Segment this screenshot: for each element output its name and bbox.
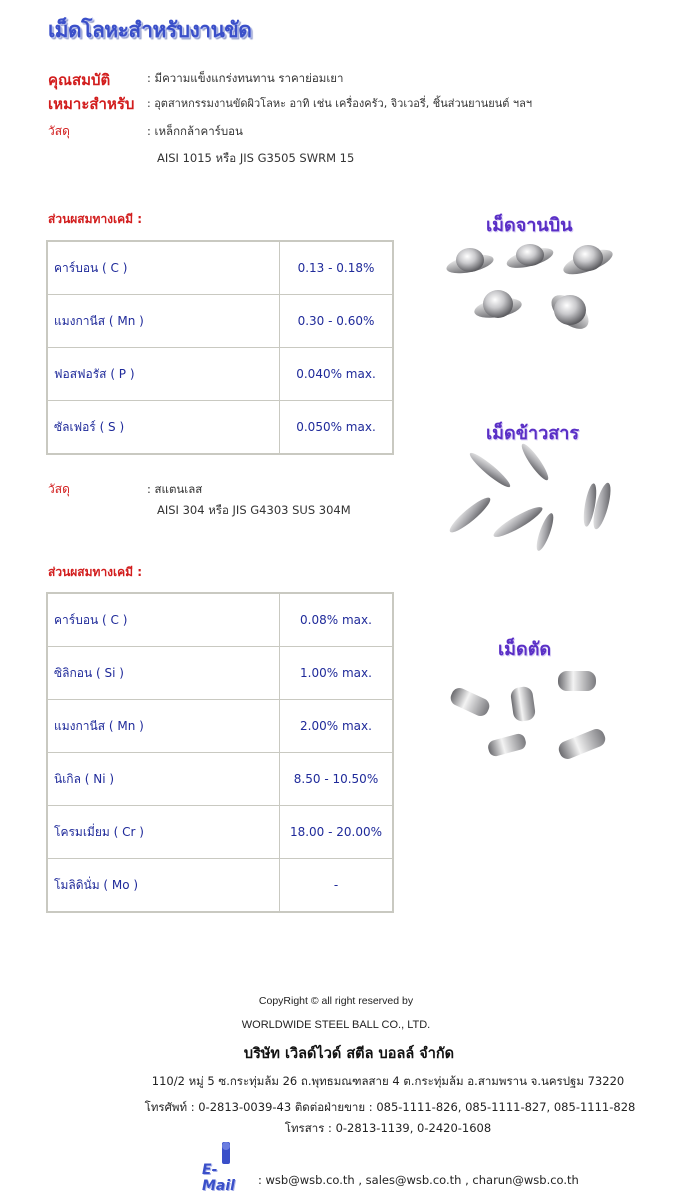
- element-name: คาร์บอน ( C ): [47, 593, 280, 647]
- table-row: [47, 401, 393, 455]
- table-row: [47, 859, 393, 913]
- email-separator: ,: [461, 1173, 473, 1187]
- element-value: 0.08% max.: [280, 593, 394, 647]
- quality-label: คุณสมบัติ: [48, 71, 111, 89]
- saucer-shot-label: เม็ดจานบิน: [486, 215, 573, 236]
- table-row: [47, 241, 393, 295]
- table-row: [47, 806, 393, 859]
- material-spec: AISI 1015 หรือ JIS G3505 SWRM 15: [157, 151, 355, 165]
- element-value: 0.30 - 0.60%: [280, 295, 394, 348]
- element-name: โครมเมี่ยม ( Cr ): [47, 806, 280, 859]
- saucer-shot-image: [440, 236, 640, 341]
- email-link[interactable]: charun@wsb.co.th: [472, 1173, 579, 1187]
- email-prefix: :: [258, 1173, 262, 1187]
- quality-text: : มีความแข็งแกร่งทนทาน ราคาย่อมเยา: [147, 71, 344, 85]
- element-name: ซัลเฟอร์ ( S ): [47, 401, 280, 455]
- cut-shot-image: [440, 665, 630, 780]
- element-name: คาร์บอน ( C ): [47, 241, 280, 295]
- chem1-table: [46, 240, 394, 455]
- material2-text: : สแตนเลส: [147, 482, 203, 496]
- footer-company-en: WORLDWIDE STEEL BALL CO., LTD.: [241, 1019, 431, 1031]
- page-title: เม็ดโลหะสำหรับงานขัด: [48, 18, 252, 42]
- element-name: โมลิดินั่ม ( Mo ): [47, 859, 280, 913]
- element-name: ซิลิกอน ( Si ): [47, 647, 280, 700]
- table-row: [47, 593, 393, 647]
- suitable-label: เหมาะสำหรับ: [48, 95, 135, 113]
- email-link[interactable]: wsb@wsb.co.th: [265, 1173, 355, 1187]
- table-row: [47, 295, 393, 348]
- email-logo-text: E-Mail: [202, 1162, 235, 1194]
- element-value: 2.00% max.: [280, 700, 394, 753]
- element-name: ฟอสฟอรัส ( P ): [47, 348, 280, 401]
- cut-shot-label: เม็ดตัด: [498, 639, 552, 660]
- element-value: 0.050% max.: [280, 401, 394, 455]
- rice-shot-label: เม็ดข้าวสาร: [486, 423, 579, 444]
- table-row: [47, 348, 393, 401]
- chem2-table: [46, 592, 394, 913]
- element-value: 1.00% max.: [280, 647, 394, 700]
- email-link[interactable]: sales@wsb.co.th: [365, 1173, 462, 1187]
- rice-shot-image: [440, 440, 640, 565]
- chem2-heading: ส่วนผสมทางเคมี :: [48, 565, 143, 579]
- element-value: 0.13 - 0.18%: [280, 241, 394, 295]
- material-label: วัสดุ: [48, 124, 70, 138]
- footer-address: 110/2 หมู่ 5 ซ.กระทุ่มล้ม 26 ถ.พุทธมณฑลสาย 4 ต.กระทุ่มล้ม อ.สามพราน จ.นครปฐม 73220: [151, 1074, 625, 1088]
- element-name: แมงกานีส ( Mn ): [47, 700, 280, 753]
- table-row: [47, 753, 393, 806]
- email-links: [266, 1173, 579, 1187]
- email-separator: ,: [354, 1173, 366, 1187]
- email-logo: [202, 1142, 250, 1194]
- email-row: [258, 1173, 579, 1187]
- element-name: นิเกิล ( Ni ): [47, 753, 280, 806]
- footer-copyright: CopyRight © all right reserved by: [258, 995, 414, 1007]
- table-row: [47, 700, 393, 753]
- table-row: [47, 647, 393, 700]
- material2-label: วัสดุ: [48, 482, 70, 496]
- footer-phone: โทรศัพท์ : 0-2813-0039-43 ติดต่อฝ่ายขาย : 085-1111-826, 085-1111-827, 085-1111-828: [144, 1100, 636, 1114]
- element-value: -: [280, 859, 394, 913]
- element-name: แมงกานีส ( Mn ): [47, 295, 280, 348]
- element-value: 8.50 - 10.50%: [280, 753, 394, 806]
- material2-spec: AISI 304 หรือ JIS G4303 SUS 304M: [157, 503, 351, 517]
- material-text: : เหล็กกล้าคาร์บอน: [147, 124, 243, 138]
- chem1-heading: ส่วนผสมทางเคมี :: [48, 212, 143, 226]
- footer-company-th: บริษัท เวิลด์ไวด์ สตีล บอลล์ จำกัด: [243, 1046, 455, 1062]
- element-value: 0.040% max.: [280, 348, 394, 401]
- suitable-text: : อุตสาหกรรมงานขัดผิวโลหะ อาทิ เช่น เครื่องครัว, จิวเวอรี่, ชิ้นส่วนยานยนต์ ฯลฯ: [147, 97, 532, 110]
- footer-fax: โทรสาร : 0-2813-1139, 0-2420-1608: [284, 1121, 492, 1135]
- element-value: 18.00 - 20.00%: [280, 806, 394, 859]
